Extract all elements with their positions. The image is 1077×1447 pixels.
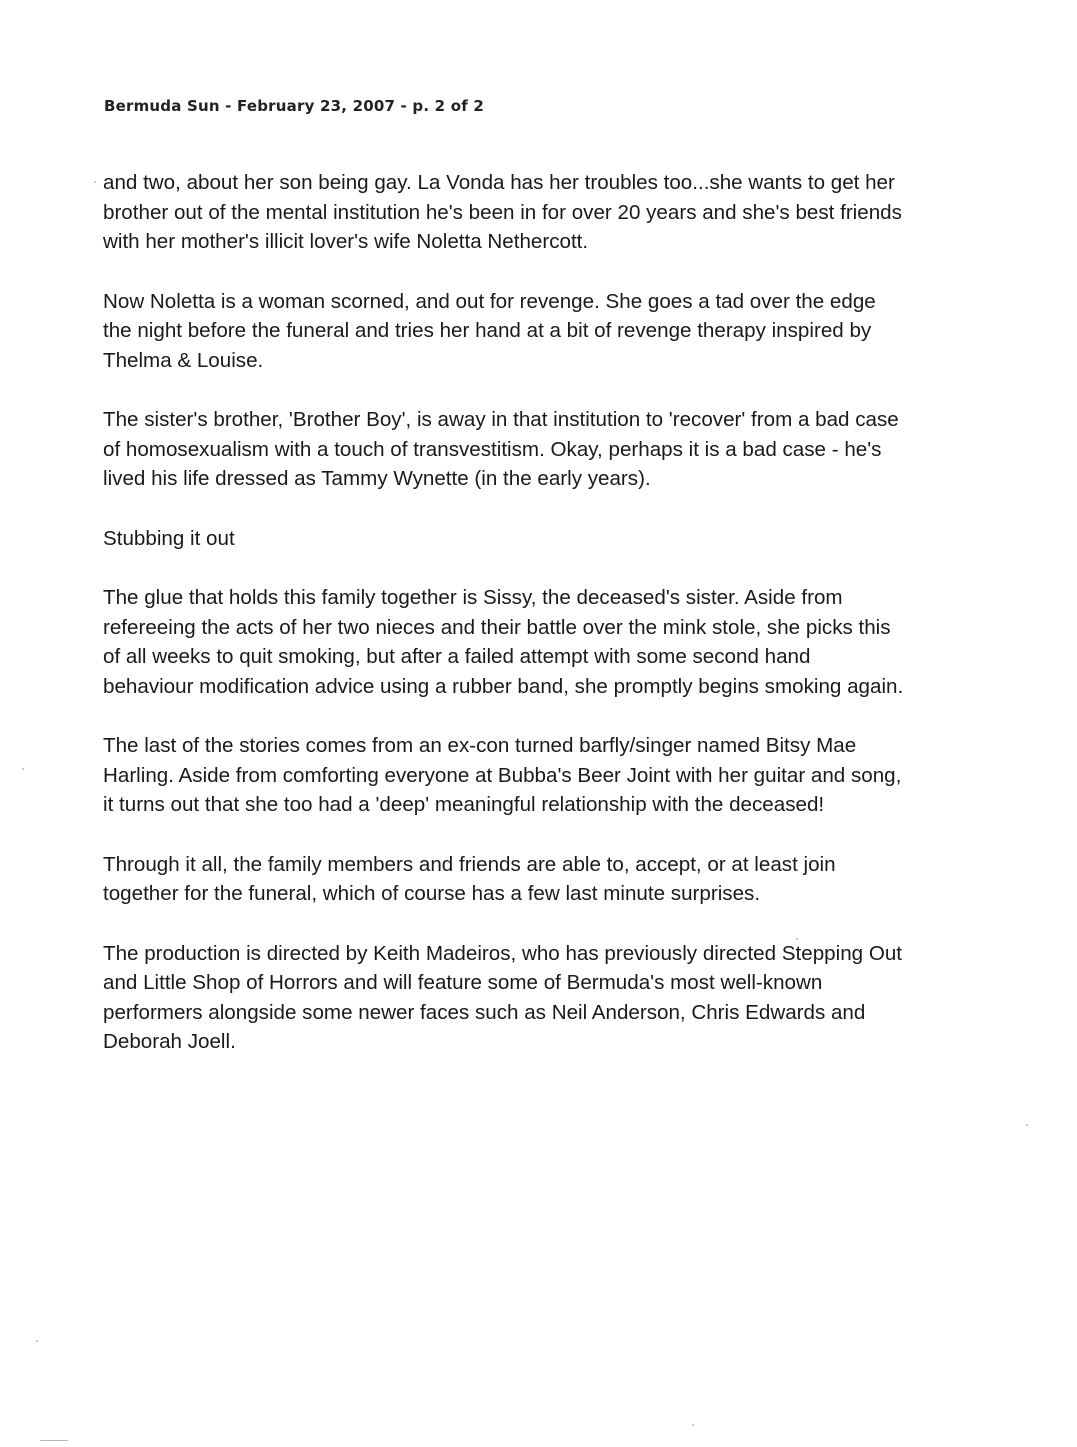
scan-speck (94, 181, 96, 183)
paragraph-6 (103, 850, 983, 909)
text-line: performers alongside some newer faces such as Neil Anderson, Chris Edwards and (103, 1000, 866, 1024)
scan-speck (1026, 1124, 1028, 1126)
paragraph-7 (103, 939, 983, 1057)
text-line: brother out of the mental institution he's been in for over 20 years and she's best friends (103, 200, 902, 224)
paragraph-2 (103, 287, 983, 376)
scan-speck (796, 938, 798, 940)
scan-speck (22, 768, 24, 770)
text-line: and Little Shop of Horrors and will feature some of Bermuda's most well-known (103, 971, 823, 994)
text-line: The sister's brother, 'Brother Boy', is away in that institution to 'recover' from a bad case (103, 408, 899, 431)
text-line: refereeing the acts of her two nieces and their battle over the mink stole, she picks this (103, 615, 891, 639)
text-line: and two, about her son being gay. La Vonda has her troubles too...she wants to get her (103, 171, 895, 194)
paragraph-3 (103, 405, 983, 494)
text-line: Harling. Aside from comforting everyone at Bubba's Beer Joint with her guitar and song, (103, 763, 902, 787)
article-body (103, 168, 983, 1087)
text-line: Through it all, the family members and friends are able to, accept, or at least join (103, 852, 836, 876)
text-line: Thelma & Louise. (103, 348, 264, 372)
text-line: behaviour modification advice using a rubber band, she promptly begins smoking again. (103, 674, 904, 698)
text-line: Deborah Joell. (103, 1030, 236, 1053)
paragraph-4 (103, 583, 983, 701)
text-line: it turns out that she too had a 'deep' meaningful relationship with the deceased! (103, 793, 825, 816)
paragraph-5 (103, 731, 983, 820)
scan-speck (40, 1440, 68, 1441)
text-line: with her mother's illicit lover's wife Noletta Nethercott. (103, 230, 589, 253)
text-line: The production is directed by Keith Madeiros, who has previously directed Stepping Out (103, 941, 903, 965)
text-line: together for the funeral, which of course has a few last minute surprises. (103, 882, 761, 905)
text-line: The last of the stories comes from an ex-con turned barfly/singer named Bitsy Mae (103, 734, 857, 757)
section-subheading (103, 524, 983, 554)
text-line: The glue that holds this family together is Sissy, the deceased's sister. Aside from (103, 586, 843, 609)
scan-speck (692, 1424, 694, 1426)
scan-speck (36, 1340, 38, 1342)
text-line: of homosexualism with a touch of transvestitism. Okay, perhaps it is a bad case - he's (103, 437, 882, 461)
page-header: Bermuda Sun - February 23, 2007 - p. 2 of 2 (104, 97, 484, 115)
text-line: Now Noletta is a woman scorned, and out for revenge. She goes a tad over the edge (103, 289, 876, 313)
text-line: the night before the funeral and tries her hand at a bit of revenge therapy inspired by (103, 319, 872, 342)
subheading-text: Stubbing it out (103, 526, 235, 550)
text-line: of all weeks to quit smoking, but after a failed attempt with some second hand (103, 645, 811, 668)
paragraph-1 (103, 168, 983, 257)
text-line: lived his life dressed as Tammy Wynette (in the early years). (103, 467, 651, 490)
